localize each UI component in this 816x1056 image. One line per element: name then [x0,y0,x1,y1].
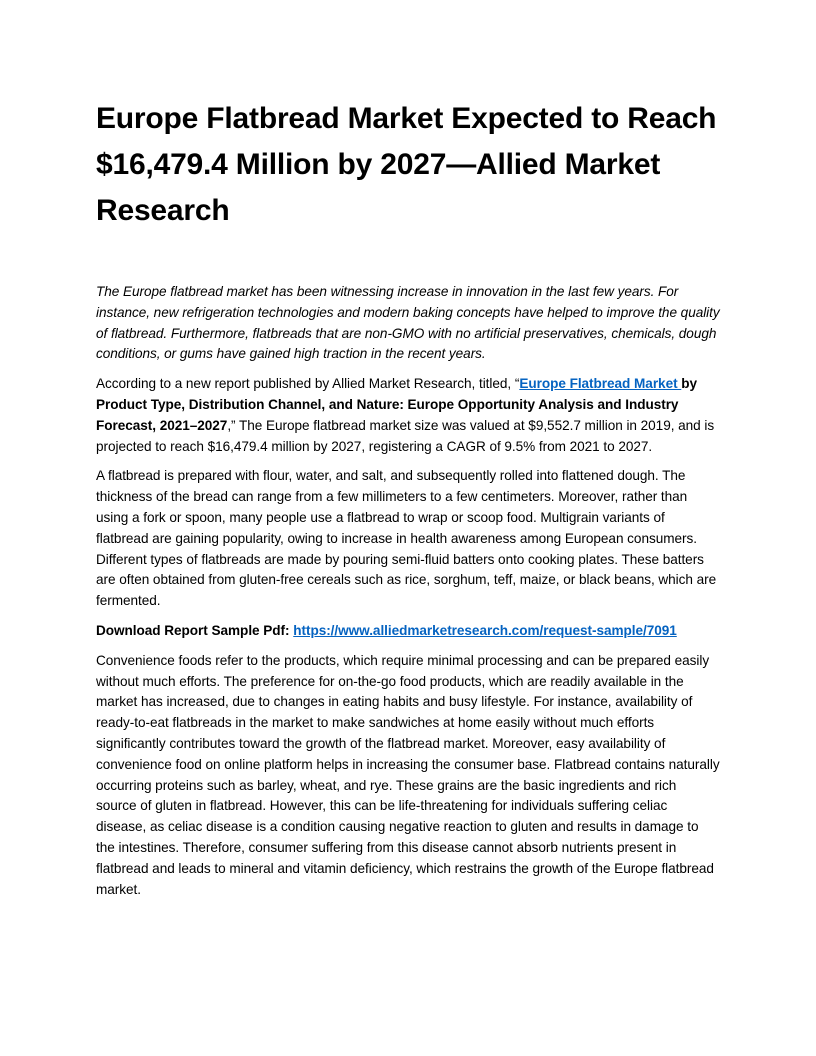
download-line [96,621,720,642]
flatbread-paragraph: A flatbread is prepared with flour, water, and salt, and subsequently rolled into flattened dough. The thickness of the bread can range from a few millimeters to a few centimeters. Moreover, rather than using a fork or spoon, many people use a flatbread to wrap or scoop food. Multigrain variants of flatbread are gaining popularity, owing to increase in health awareness among European consumers. Different types of flatbreads are made by pouring semi-fluid batters onto cooking plates. These batters are often obtained from gluten-free cereals such as rice, sorghum, teff, maize, or black beans, which are fermented. [96,468,717,609]
document-page [96,96,720,900]
convenience-paragraph: Convenience foods refer to the products, which require minimal processing and can be prepared easily without much efforts. The preference for on-the-go food products, which are readily available in the market has increased, due to changes in eating habits and busy lifestyle. For instance, availability of ready-to-eat flatbreads in the market to make sandwiches at home easily without much efforts significantly contributes toward the growth of the flatbread market. Moreover, easy availability of convenience food on online platform helps in increasing the consumer base. Flatbread contains naturally occurring proteins such as barley, wheat, and rye. These grains are the basic ingredients and rich source of gluten in flatbread. However, this can be life-threatening for individuals suffering celiac disease, as celiac disease is a condition causing negative reaction to gluten and results in damage to the intestines. Therefore, consumer suffering from this disease cannot absorb nutrients present in flatbread and leads to mineral and vitamin deficiency, which restrains the growth of the Europe flatbread market. [96,652,720,897]
download-sample-link[interactable]: https://www.alliedmarketresearch.com/request-sample/7091 [293,622,677,638]
report-paragraph [96,374,720,457]
report-title-rest: by Product Type, Distribution Channel, and Nature: Europe Opportunity Analysis and Industry Forecast, 2021–2027 [96,376,698,433]
report-title-link[interactable]: Europe Flatbread Market [519,376,682,392]
report-intro-text: According to a new report published by Allied Market Research, titled, “ [96,376,520,392]
download-label: Download Report Sample Pdf: [96,622,294,638]
report-summary-text: ,” The Europe flatbread market size was valued at $9,552.7 million in 2019, and is projected to reach $16,479.4 million by 2027, registering a CAGR of 9.5% from 2021 to 2027. [96,417,715,454]
document-title: Europe Flatbread Market Expected to Reach $16,479.4 Million by 2027—Allied Market Research [96,102,717,227]
lead-paragraph: The Europe flatbread market has been witnessing increase in innovation in the last few years. For instance, new refrigeration technologies and modern baking concepts have helped to improve the quality of flatbread. Furthermore, flatbreads that are non-GMO with no artificial preservatives, chemicals, dough conditions, or gums have gained high traction in the recent years. [96,284,720,362]
